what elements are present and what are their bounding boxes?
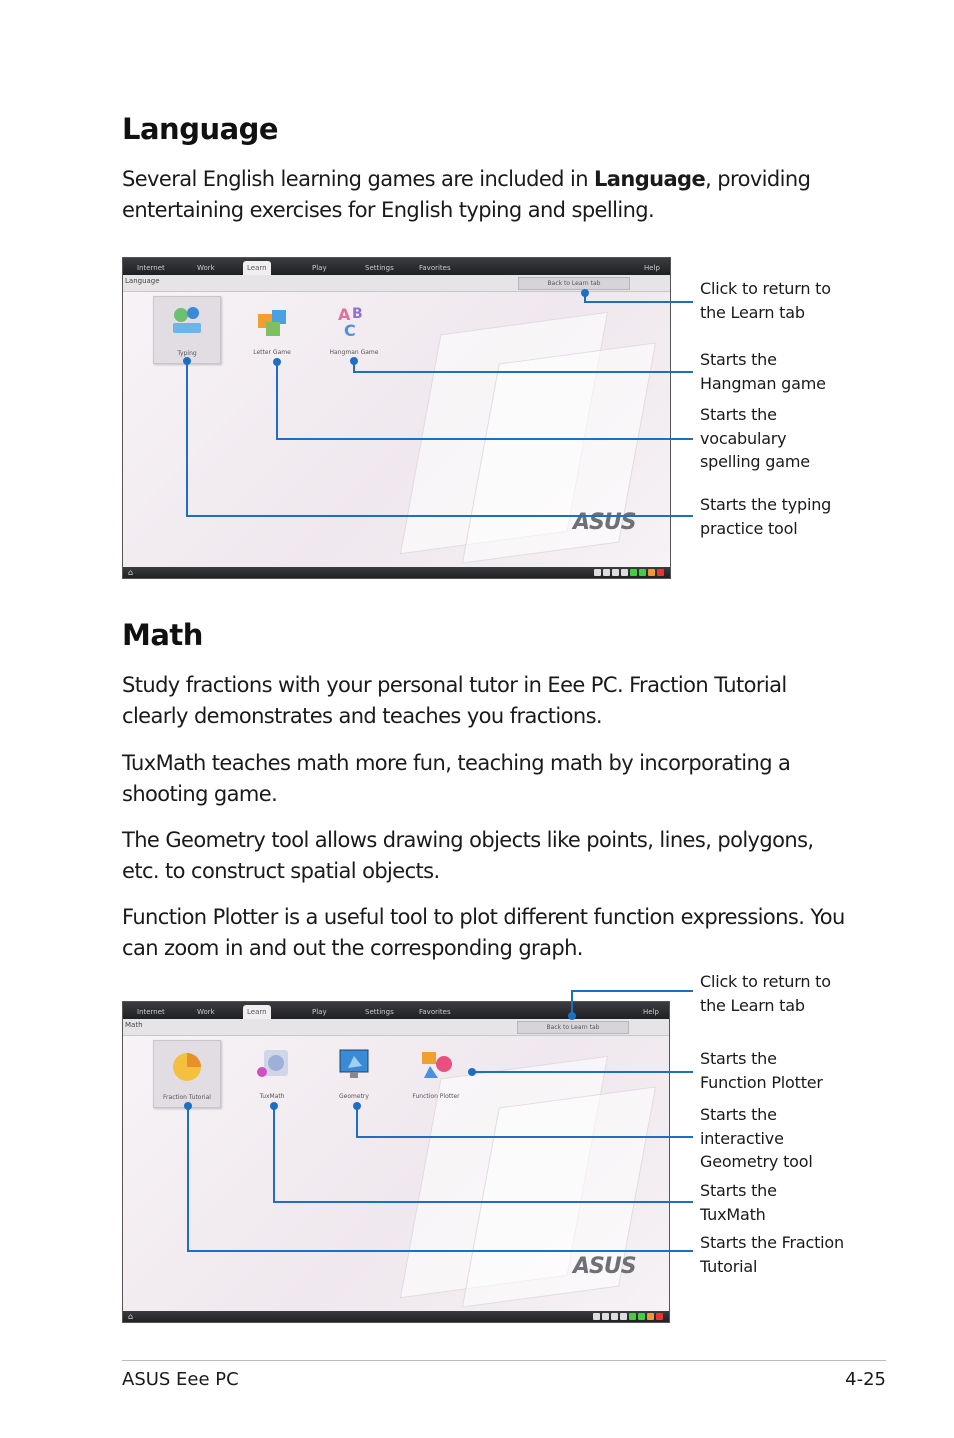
page-number: 4-25 (845, 1369, 886, 1390)
svg-text:C: C (344, 321, 356, 340)
callout-back-to-learn: Click to return to the Learn tab (700, 279, 831, 322)
language-intro-text-end: , providing entertaining exercises for English typing and spelling. (122, 167, 811, 222)
tab-work[interactable]: Work (197, 1008, 215, 1016)
help-button[interactable]: Help (644, 264, 660, 272)
icon-label: Typing (177, 350, 197, 357)
tab-play[interactable]: Play (312, 264, 327, 272)
icon-label: Fraction Tutorial (163, 1094, 211, 1101)
icon-label: Function Plotter (412, 1093, 460, 1100)
tab-learn[interactable]: Learn (243, 261, 271, 275)
section-heading-math: Math (122, 618, 203, 652)
callout-hangman: Starts the Hangman game (700, 350, 826, 393)
page-title: Math (125, 1021, 143, 1029)
language-intro-text: Several English learning games are included in (122, 167, 594, 191)
tab-internet[interactable]: Internet (137, 264, 165, 272)
page-title: Language (125, 277, 160, 285)
math-paragraph-1: Study fractions with your personal tutor in Eee PC. Fraction Tutorial clearly demonstrates and teaches you fractions. (122, 673, 787, 728)
tab-play[interactable]: Play (312, 1008, 327, 1016)
callout-back-to-learn-math: Click to return to the Learn tab (700, 972, 831, 1015)
section-heading-language: Language (122, 112, 279, 146)
tab-internet[interactable]: Internet (137, 1008, 165, 1016)
svg-text:A: A (338, 305, 351, 324)
footer-rule (122, 1360, 886, 1361)
icon-label: Hangman Game (329, 349, 379, 356)
icon-label: Geometry (339, 1093, 369, 1100)
math-paragraph-4: Function Plotter is a useful tool to plot different function expressions. You can zoom in and out the corresponding graph. (122, 905, 845, 960)
tab-favorites[interactable]: Favorites (419, 264, 451, 272)
callout-spelling: Starts the vocabulary spelling game (700, 405, 810, 471)
math-paragraph-3: The Geometry tool allows drawing objects like points, lines, polygons, etc. to construct spatial objects. (122, 828, 814, 883)
icon-label: TuxMath (259, 1093, 285, 1100)
callout-fraction-tutorial: Starts the Fraction Tutorial (700, 1233, 844, 1276)
callout-typing: Starts the typing practice tool (700, 495, 832, 538)
home-icon[interactable]: ⌂ (128, 1312, 134, 1321)
back-to-learn-button[interactable]: Back to Learn tab (517, 1021, 629, 1034)
asus-logo: ASUS (573, 510, 636, 535)
asus-logo: ASUS (573, 1254, 636, 1279)
language-intro-bold: Language (594, 167, 706, 191)
icon-label: Letter Game (253, 349, 291, 356)
callout-tuxmath: Starts the TuxMath (700, 1181, 777, 1224)
svg-text:B: B (352, 306, 363, 322)
footer-title: ASUS Eee PC (122, 1369, 239, 1390)
tab-favorites[interactable]: Favorites (419, 1008, 451, 1016)
tab-learn[interactable]: Learn (243, 1005, 271, 1019)
tab-settings[interactable]: Settings (365, 264, 394, 272)
tab-work[interactable]: Work (197, 264, 215, 272)
tab-settings[interactable]: Settings (365, 1008, 394, 1016)
home-icon[interactable]: ⌂ (128, 568, 134, 577)
help-button[interactable]: Help (643, 1008, 659, 1016)
back-to-learn-button[interactable]: Back to Learn tab (518, 277, 630, 290)
callout-geometry: Starts the interactive Geometry tool (700, 1105, 813, 1171)
math-paragraph-2: TuxMath teaches math more fun, teaching math by incorporating a shooting game. (122, 751, 791, 806)
callout-function-plotter: Starts the Function Plotter (700, 1049, 823, 1092)
